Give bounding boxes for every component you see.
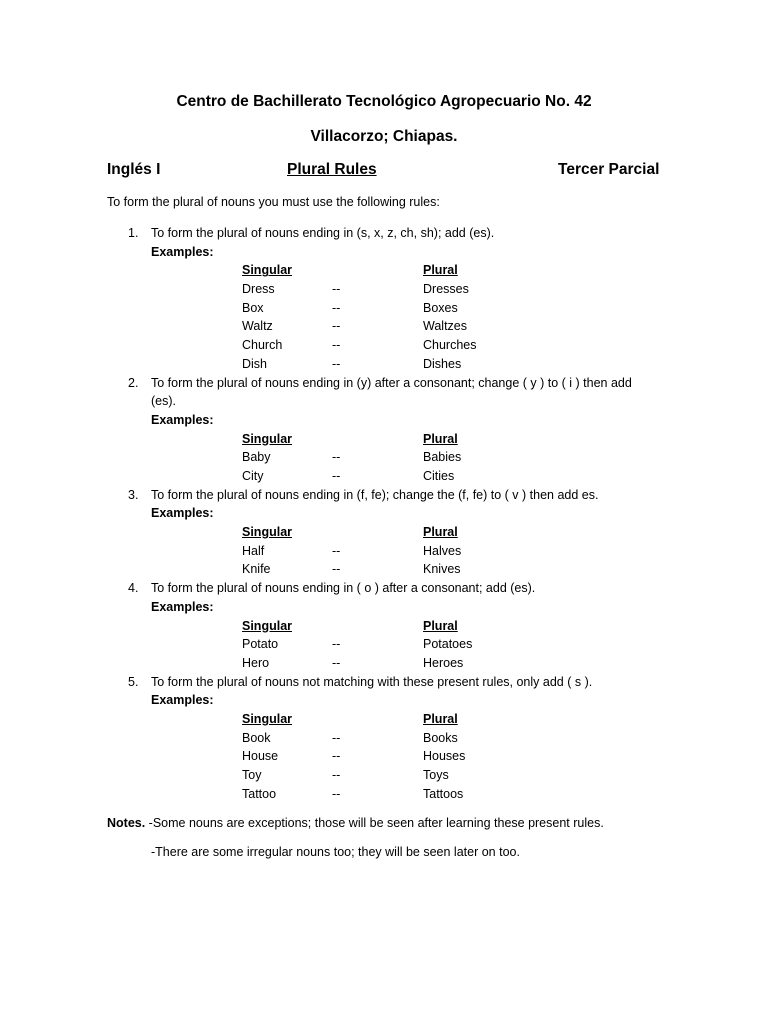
singular-header: Singular (242, 712, 293, 727)
plural-word: Dishes (423, 356, 462, 371)
example-table-header (0, 430, 768, 449)
example-row (0, 299, 768, 318)
rules-list (0, 224, 768, 803)
rule-text (0, 486, 659, 505)
singular-word: Tattoo (242, 786, 277, 801)
plural-word: Dresses (423, 282, 469, 297)
singular-word: Church (242, 338, 283, 353)
plural-word: Tattoos (423, 786, 464, 801)
example-row (0, 747, 768, 766)
rule-number: 3. (128, 487, 139, 502)
plural-word: Heroes (423, 655, 464, 670)
rule-item (0, 374, 768, 486)
singular-word: City (242, 469, 264, 484)
example-table-header (0, 617, 768, 636)
example-row (0, 635, 768, 654)
separator: -- (332, 562, 341, 577)
example-table-header (0, 261, 768, 280)
separator: -- (332, 637, 341, 652)
plural-header: Plural (423, 618, 458, 633)
term-label: Tercer Parcial (558, 161, 660, 178)
singular-word: Dish (242, 356, 268, 371)
singular-word: Hero (242, 655, 270, 670)
separator: -- (332, 543, 341, 558)
rule-text (0, 673, 659, 692)
plural-word: Cities (423, 469, 455, 484)
rule-description: To form the plural of nouns not matching with these present rules, only add ( s ). (151, 674, 593, 689)
rule-item (0, 486, 768, 579)
singular-header: Singular (242, 431, 293, 446)
singular-word: House (242, 749, 279, 764)
subject-label: Inglés I (107, 161, 161, 178)
example-row (0, 280, 768, 299)
school-title: Centro de Bachillerato Tecnológico Agropecuario No. 42 (176, 93, 592, 110)
plural-word: Toys (423, 768, 449, 783)
rule-description: To form the plural of nouns ending in (f, fe); change the (f, fe) to ( v ) then add es. (151, 487, 599, 502)
examples-label: Examples: (151, 599, 214, 614)
notes-line-1 (107, 816, 604, 830)
example-row (0, 336, 768, 355)
intro-text: To form the plural of nouns you must use the following rules: (107, 195, 440, 209)
rule-number: 2. (128, 375, 139, 390)
separator: -- (332, 282, 341, 297)
notes-text-1: -Some nouns are exceptions; those will be seen after learning these present rules. (145, 816, 604, 830)
singular-word: Dress (242, 282, 275, 297)
example-row (0, 654, 768, 673)
examples-label: Examples: (151, 693, 214, 708)
example-table-header (0, 523, 768, 542)
separator: -- (332, 450, 341, 465)
plural-word: Babies (423, 450, 462, 465)
singular-word: Knife (242, 562, 271, 577)
example-row (0, 355, 768, 374)
rule-number: 5. (128, 674, 139, 689)
singular-word: Potato (242, 637, 279, 652)
separator: -- (332, 730, 341, 745)
plural-word: Books (423, 730, 458, 745)
examples-label: Examples: (151, 244, 214, 259)
separator: -- (332, 469, 341, 484)
singular-word: Half (242, 543, 265, 558)
rule-number: 4. (128, 581, 139, 596)
singular-header: Singular (242, 263, 293, 278)
singular-word: Book (242, 730, 271, 745)
separator: -- (332, 300, 341, 315)
example-row (0, 317, 768, 336)
singular-header: Singular (242, 618, 293, 633)
topic-title: Plural Rules (287, 161, 377, 178)
separator: -- (332, 768, 341, 783)
rule-description: To form the plural of nouns ending in (y) after a consonant; change ( y ) to ( i ) then add (es). (151, 375, 632, 409)
singular-word: Box (242, 300, 264, 315)
example-row (0, 467, 768, 486)
notes-label: Notes. (107, 816, 146, 830)
example-row (0, 766, 768, 785)
separator: -- (332, 338, 341, 353)
example-row (0, 542, 768, 561)
notes-line-2: -There are some irregular nouns too; they will be seen later on too. (151, 845, 520, 859)
plural-word: Halves (423, 543, 462, 558)
separator: -- (332, 356, 341, 371)
rule-item (0, 224, 768, 374)
school-location: Villacorzo; Chiapas. (310, 128, 458, 145)
rule-text (0, 579, 659, 598)
rule-item (0, 673, 768, 804)
example-table-header (0, 710, 768, 729)
singular-word: Baby (242, 450, 271, 465)
separator: -- (332, 655, 341, 670)
rule-text (0, 224, 659, 243)
rule-text (0, 374, 659, 411)
examples-label: Examples: (151, 412, 214, 427)
rule-description: To form the plural of nouns ending in (s, x, z, ch, sh); add (es). (151, 226, 495, 240)
plural-word: Houses (423, 749, 466, 764)
singular-header: Singular (242, 525, 293, 540)
plural-word: Churches (423, 338, 477, 353)
singular-word: Waltz (242, 319, 273, 334)
rule-item (0, 579, 768, 672)
plural-word: Waltzes (423, 319, 467, 334)
plural-word: Potatoes (423, 637, 473, 652)
singular-word: Toy (242, 768, 262, 783)
plural-header: Plural (423, 431, 458, 446)
separator: -- (332, 786, 341, 801)
example-row (0, 729, 768, 748)
example-row (0, 448, 768, 467)
separator: -- (332, 749, 341, 764)
plural-header: Plural (423, 263, 458, 278)
plural-word: Knives (423, 562, 461, 577)
examples-label: Examples: (151, 506, 214, 521)
plural-header: Plural (423, 525, 458, 540)
example-row (0, 560, 768, 579)
plural-word: Boxes (423, 300, 458, 315)
plural-header: Plural (423, 712, 458, 727)
separator: -- (332, 319, 341, 334)
example-row (0, 785, 768, 804)
rule-number: 1. (128, 226, 139, 240)
rule-description: To form the plural of nouns ending in ( o ) after a consonant; add (es). (151, 581, 536, 596)
